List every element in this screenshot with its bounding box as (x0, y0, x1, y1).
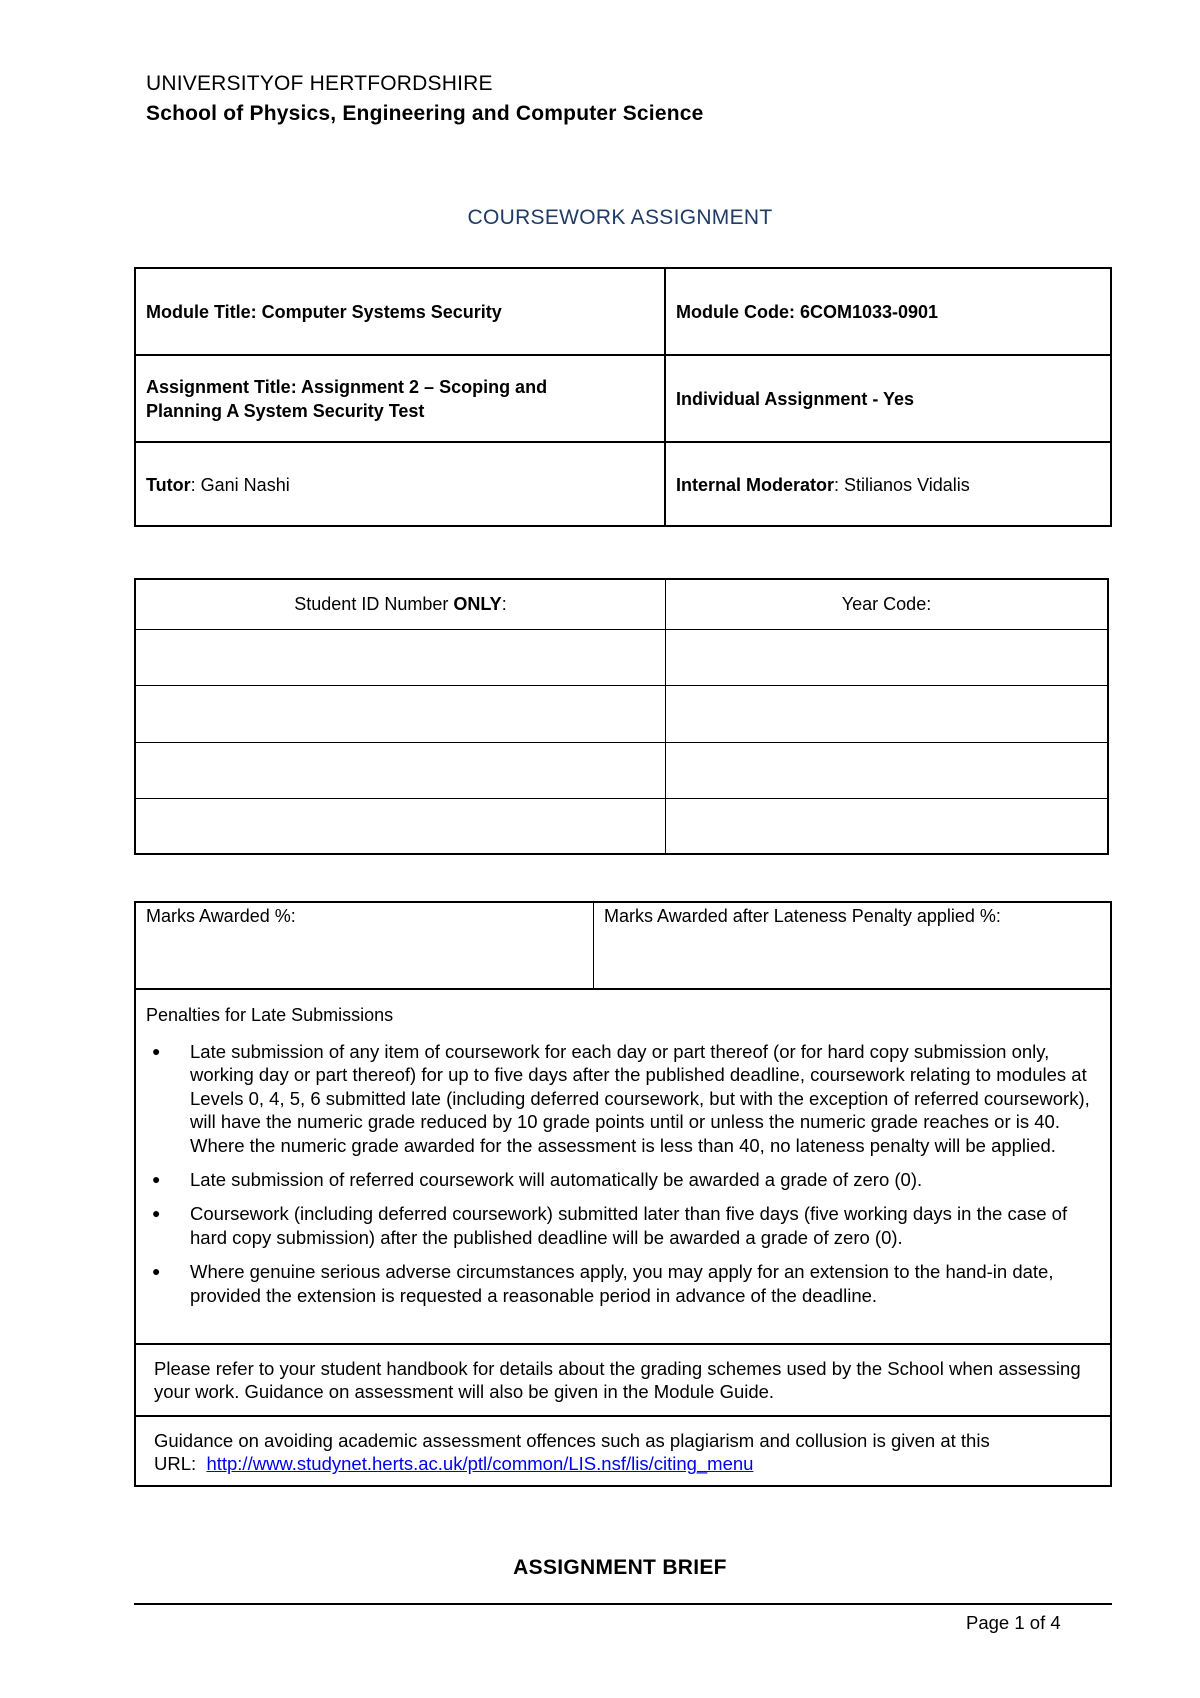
bullet-icon: ● (152, 1205, 161, 1222)
student-id-suffix: : (501, 594, 507, 614)
school-name: School of Physics, Engineering and Computer Science (146, 102, 704, 125)
moderator-label: Internal Moderator (676, 475, 835, 495)
penalty-text: Coursework (including deferred coursework) submitted later than five days (five working days in the case of hard copy submission) after the published deadline will be awarded a grade of zero (0). (190, 1203, 1068, 1248)
student-row-4 (136, 799, 1107, 855)
student-id-field-1[interactable] (136, 630, 666, 685)
module-code-cell: Module Code: 6COM1033-0901 (676, 301, 939, 322)
handbook-section (136, 1345, 1110, 1417)
penalties-list (136, 1040, 1110, 1318)
student-id-field-2[interactable] (136, 686, 666, 742)
student-id-prefix: Student ID Number (294, 594, 454, 614)
student-row-2 (136, 686, 1107, 743)
assignment-title-line1: Assignment Title: Assignment 2 – Scoping and (146, 376, 548, 397)
marks-row (136, 903, 1110, 990)
penalty-text: Where genuine serious adverse circumstances apply, you may apply for an extension to the hand-in date, provided the extension is requested a reasonable period in advance of the deadline. (190, 1261, 1054, 1306)
student-id-header (136, 580, 666, 629)
penalty-item-2 (136, 1168, 1110, 1191)
penalty-text: Late submission of referred coursework will automatically be awarded a grade of zero (0). (190, 1169, 923, 1191)
module-title-cell: Module Title: Computer Systems Security (136, 269, 666, 354)
bullet-icon: ● (152, 1171, 161, 1188)
marks-after-penalty-cell: Marks Awarded after Lateness Penalty applied %: (604, 906, 1001, 926)
guidance-text: Guidance on avoiding academic assessment offences such as plagiarism and collusion is given at this URL: (154, 1430, 990, 1475)
student-row-3 (136, 743, 1107, 799)
student-row-1 (136, 630, 1107, 686)
tutor-cell (136, 443, 666, 527)
moderator-name: : Stilianos Vidalis (834, 475, 970, 495)
footer-divider (134, 1603, 1112, 1605)
student-id-field-3[interactable] (136, 743, 666, 798)
bullet-icon: ● (152, 1263, 161, 1280)
module-row (136, 269, 1110, 356)
year-code-field-1[interactable] (666, 630, 1107, 685)
assignment-title-line2: Planning A System Security Test (146, 400, 425, 421)
citing-link[interactable]: http://www.studynet.herts.ac.uk/ptl/common/LIS.nsf/lis/citing_menu (206, 1453, 754, 1475)
individual-assignment-cell: Individual Assignment - Yes (676, 388, 915, 409)
penalties-heading: Penalties for Late Submissions (146, 1005, 394, 1025)
staff-row (136, 443, 1110, 527)
penalty-text: Late submission of any item of coursework for each day or part thereof (or for hard copy submission only, working day or part thereof) for up to five days after the published deadline, coursework relating to modules at Levels 0, 4, 5, 6 submitted late (including deferred coursework, but with the exception of referred coursework), will have the numeric grade reduced by 10 grade points until or unless the numeric grade reaches or is 40. Where the numeric grade awarded for the assessment is less than 40, no lateness penalty will be applied. (190, 1041, 1090, 1156)
penalty-item-1 (136, 1040, 1110, 1157)
guidance-paragraph (154, 1429, 1086, 1476)
student-id-table (134, 578, 1109, 855)
tutor-label: Tutor (146, 475, 191, 495)
tutor-name: : Gani Nashi (190, 475, 290, 495)
penalty-item-3 (136, 1202, 1110, 1249)
module-info-table (134, 267, 1112, 527)
bullet-icon: ● (152, 1043, 161, 1059)
student-header-row (136, 580, 1107, 630)
marks-awarded-cell: Marks Awarded %: (136, 903, 594, 988)
page-number: Page 1 of 4 (966, 1612, 1061, 1633)
penalty-item-4 (136, 1260, 1110, 1307)
student-id-only: ONLY (453, 594, 502, 614)
assignment-title-cell (136, 356, 666, 441)
handbook-text: Please refer to your student handbook for details about the grading schemes used by the School when assessing your work. Guidance on assessment will also be given in the Module Guide. (154, 1358, 1081, 1403)
year-code-field-4[interactable] (666, 799, 1107, 855)
year-code-field-2[interactable] (666, 686, 1107, 742)
guidance-section (136, 1417, 1110, 1485)
year-code-header: Year Code: (841, 594, 932, 614)
document-title: COURSEWORK ASSIGNMENT (467, 206, 773, 229)
moderator-cell (666, 443, 1110, 527)
year-code-field-3[interactable] (666, 743, 1107, 798)
university-name: UNIVERSITYOF HERTFORDSHIRE (146, 72, 493, 95)
student-id-field-4[interactable] (136, 799, 666, 855)
marks-penalties-table (134, 901, 1112, 1487)
assignment-brief-title: ASSIGNMENT BRIEF (513, 1556, 727, 1579)
assignment-row (136, 356, 1110, 443)
